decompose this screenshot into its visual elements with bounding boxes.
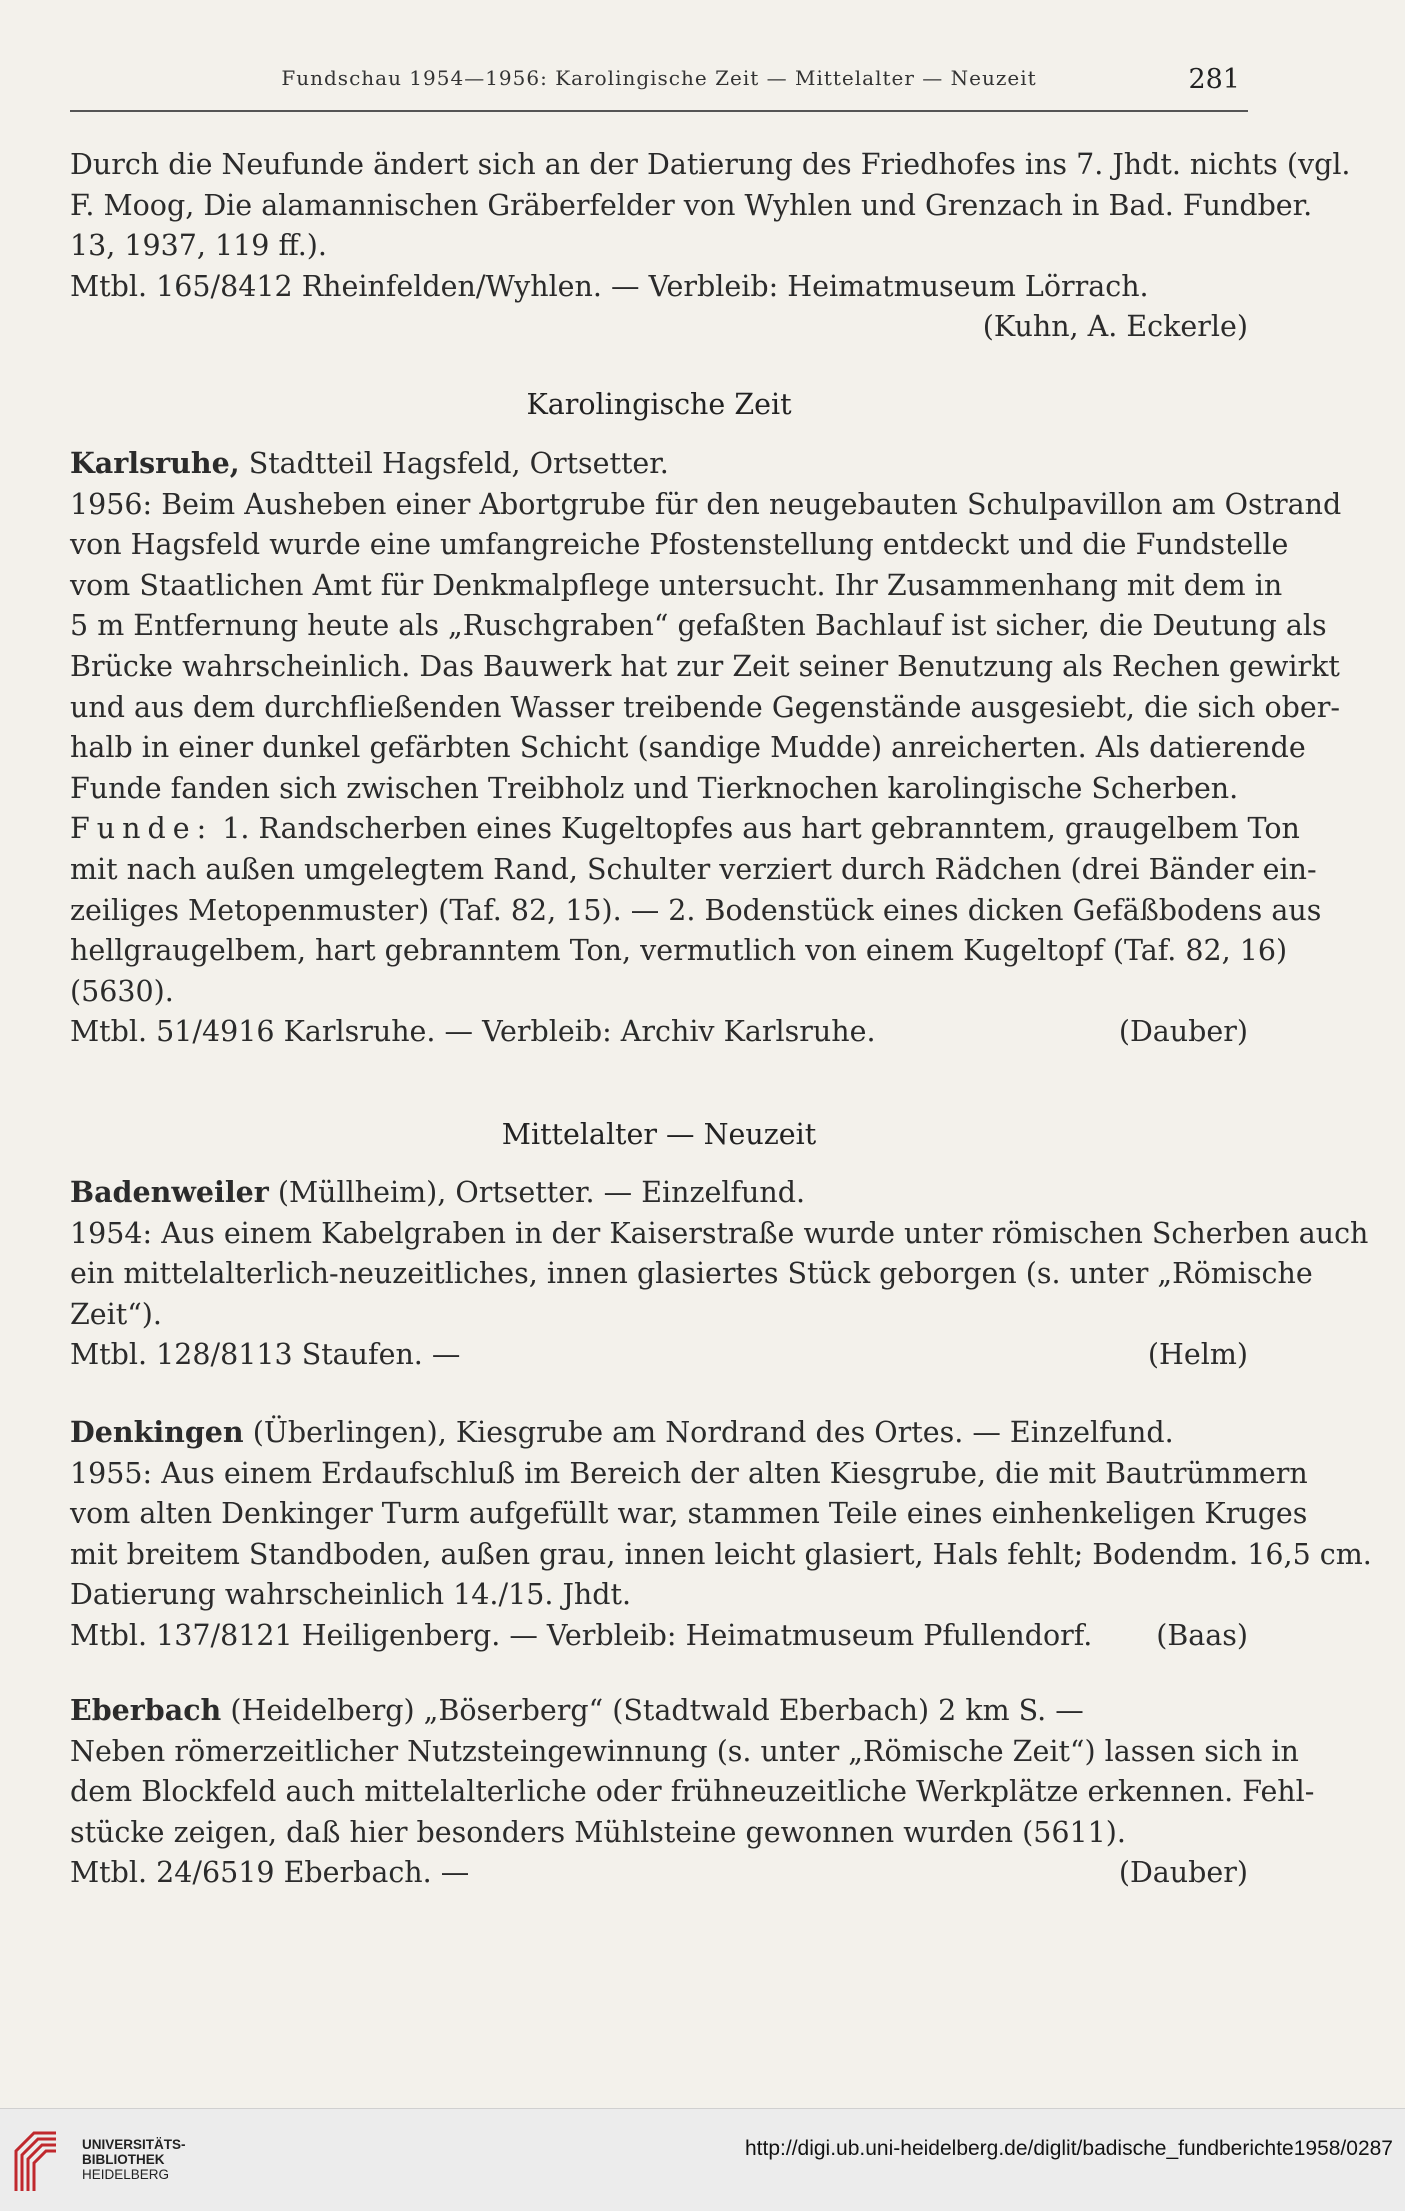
mtbl-text: Mtbl. 128/8113 Staufen. —: [70, 1338, 461, 1372]
entry-title: [70, 1412, 1248, 1454]
place-name: Denkingen: [70, 1415, 244, 1449]
funde-line: [70, 809, 1300, 850]
text-line: Datierung wahrscheinlich 14./15. Jhdt.: [70, 1578, 632, 1612]
author-credit: (Helm): [1147, 1338, 1248, 1372]
mtbl-line: [70, 1335, 1248, 1376]
mtbl-text: Mtbl. 24/6519 Eberbach. —: [70, 1856, 470, 1890]
header-title: Fundschau 1954—1956: Karolingische Zeit — Mittelalter — Neuzeit: [281, 66, 1037, 90]
text-line: vom Staatlichen Amt für Denkmalpflege untersucht. Ihr Zusammenhang mit dem in: [70, 568, 1283, 602]
entry-title-rest: (Überlingen), Kiesgrube am Nordrand des Ortes. — Einzelfund.: [243, 1416, 1174, 1449]
text-line: vom alten Denkinger Turm aufgefüllt war, stammen Teile eines einhenkeligen Kruges: [70, 1497, 1308, 1531]
entry-title-rest: Stadtteil Hagsfeld, Ortsetter.: [239, 447, 669, 480]
text-line: 1955: Aus einem Erdaufschluß im Bereich der alten Kiesgrube, die mit Bautrümmern: [70, 1456, 1308, 1490]
entry-karlsruhe: [70, 443, 1342, 1053]
text-line: von Hagsfeld wurde eine umfangreiche Pfostenstellung entdeckt und die Fundstelle: [70, 528, 1289, 562]
entry-title: [70, 1690, 1248, 1732]
text-line: dem Blockfeld auch mittelalterliche oder frühneuzeitliche Werkplätze erkennen. Fehl-: [70, 1775, 1315, 1809]
entry-badenweiler: [70, 1172, 1369, 1376]
mtbl-line: [70, 1012, 1248, 1053]
text-line: F. Moog, Die alamannischen Gräberfelder von Wyhlen und Grenzach in Bad. Fundber.: [70, 188, 1313, 222]
intro-paragraph: [70, 145, 1351, 348]
place-name: Eberbach: [70, 1693, 222, 1727]
mtbl-text: Mtbl. 137/8121 Heiligenberg. — Verbleib: Heimatmuseum Pfullendorf.: [70, 1618, 1093, 1652]
library-name: [82, 2137, 186, 2182]
text-line: hellgraugelbem, hart gebranntem Ton, vermutlich von einem Kugeltopf (Taf. 82, 16): [70, 934, 1288, 968]
author-credit: (Dauber): [1118, 1856, 1248, 1890]
author-credit: (Dauber): [1118, 1015, 1248, 1049]
text-line: 5 m Entfernung heute als „Ruschgraben“ gefaßten Bachlauf ist sicher, die Deutung als: [70, 609, 1327, 643]
funde-label: Funde:: [70, 812, 214, 846]
text-line: Neben römerzeitlicher Nutzsteingewinnung (s. unter „Römische Zeit“) lassen sich in: [70, 1734, 1299, 1768]
place-name: Karlsruhe,: [70, 446, 240, 480]
text-line: ein mittelalterlich-neuzeitliches, innen glasiertes Stück geborgen (s. unter „Römische: [70, 1257, 1313, 1291]
library-name-line: HEIDELBERG: [82, 2167, 170, 2182]
author-credit: (Baas): [1156, 1618, 1248, 1652]
author-credit: (Kuhn, A. Eckerle): [982, 310, 1248, 344]
source-url-link[interactable]: http://digi.ub.uni-heidelberg.de/diglit/badische_fundberichte1958/0287: [745, 2137, 1393, 2160]
place-name: Badenweiler: [70, 1175, 269, 1209]
text-line: halb in einer dunkel gefärbten Schicht (sandige Mudde) anreicherten. Als datierende: [70, 731, 1306, 765]
entry-title-rest: (Müllheim), Ortsetter. — Einzelfund.: [268, 1176, 806, 1209]
mtbl-line: [70, 1853, 1248, 1894]
entry-title: [70, 1172, 1248, 1214]
mtbl-text: Mtbl. 51/4916 Karlsruhe. — Verbleib: Archiv Karlsruhe.: [70, 1015, 876, 1049]
library-name-line: BIBLIOTHEK: [82, 2152, 165, 2167]
entry-eberbach: [70, 1690, 1315, 1894]
funde-text: 1. Randscherben eines Kugeltopfes aus hart gebranntem, graugelbem Ton: [213, 812, 1300, 846]
text-line: zeiliges Metopenmuster) (Taf. 82, 15). — 2. Bodenstück eines dicken Gefäßbodens aus: [70, 893, 1322, 927]
text-line: 13, 1937, 119 ff.).: [70, 229, 327, 263]
text-line: 1954: Aus einem Kabelgraben in der Kaiserstraße wurde unter römischen Scherben auch: [70, 1216, 1369, 1250]
mtbl-line: [70, 1616, 1248, 1657]
library-logo-icon: [10, 2121, 62, 2197]
mtbl-line: Mtbl. 165/8412 Rheinfelden/Wyhlen. — Verbleib: Heimatmuseum Lörrach.: [70, 269, 1149, 303]
text-line: Brücke wahrscheinlich. Das Bauwerk hat zur Zeit seiner Benutzung als Rechen gewirkt: [70, 649, 1340, 683]
text-line: Zeit“).: [70, 1297, 162, 1331]
section-heading-mittelalter: Mittelalter — Neuzeit: [501, 1118, 817, 1151]
text-line: Durch die Neufunde ändert sich an der Datierung des Friedhofes ins 7. Jhdt. nichts (vgl.: [70, 148, 1351, 181]
text-line: 1956: Beim Ausheben einer Abortgrube für den neugebauten Schulpavillon am Ostrand: [70, 487, 1342, 521]
library-name-line: UNIVERSITÄTS-: [82, 2137, 186, 2152]
text-line: stücke zeigen, daß hier besonders Mühlsteine gewonnen wurden (5611).: [70, 1815, 1126, 1849]
section-heading-karolingische: Karolingische Zeit: [526, 388, 792, 421]
digitization-footer: [0, 2108, 1405, 2211]
page-number: 281: [1188, 64, 1240, 95]
text-line: Funde fanden sich zwischen Treibholz und Tierknochen karolingische Scherben.: [70, 771, 1239, 805]
running-header: [70, 64, 1248, 112]
text-line: mit breitem Standboden, außen grau, innen leicht glasiert, Hals fehlt; Bodendm. 16,5 cm.: [70, 1537, 1372, 1571]
entry-title: [70, 443, 1248, 485]
entry-title-rest: (Heidelberg) „Böserberg“ (Stadtwald Eberbach) 2 km S. —: [221, 1694, 1084, 1727]
entry-denkingen: [70, 1412, 1372, 1657]
text-line: und aus dem durchfließenden Wasser treibende Gegenstände ausgesiebt, die sich ober-: [70, 690, 1340, 724]
text-line: mit nach außen umgelegtem Rand, Schulter verziert durch Rädchen (drei Bänder ein-: [70, 852, 1317, 886]
text-line: (5630).: [70, 974, 174, 1008]
